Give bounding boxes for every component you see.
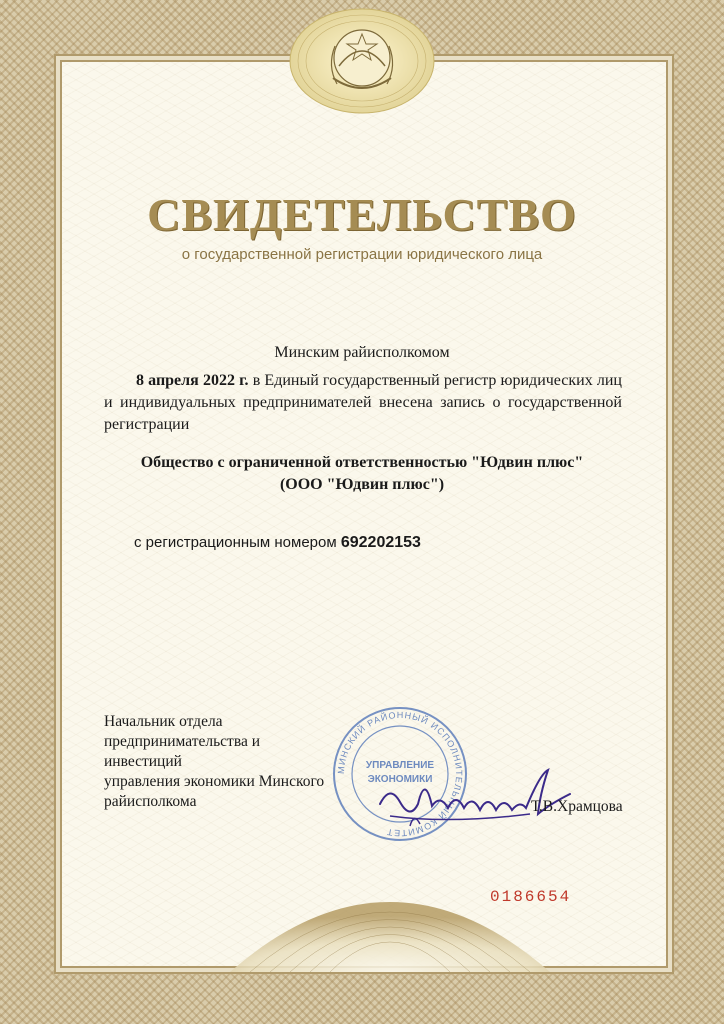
certificate-subtitle: о государственной регистрации юридического лица [181,246,543,263]
registration-number: 692202153 [340,534,421,551]
issuing-authority: Минским райисполкомом [274,344,450,361]
stamp-center-text: ЭКОНОМИКИ [367,774,433,785]
position-line: инвестиций [104,753,182,770]
guilloche-rosette-icon [230,852,550,972]
certificate-title: СВИДЕТЕЛЬСТВО [147,189,577,240]
position-line: Начальник отдела [104,713,223,730]
registration-number-label: с регистрационным номером [134,534,337,551]
organization-name-block [0,452,724,496]
signer-name: Т.В.Храмцова [531,798,623,815]
position-line: райисполкома [104,793,197,810]
stamp-center-text: УПРАВЛЕНИЕ [365,760,435,771]
state-emblem-icon [287,6,437,116]
stamp-outer-text: МИНСКИЙ РАЙОННЫЙ ИСПОЛНИТЕЛЬНЫЙ КОМИТЕТ [335,709,465,839]
registration-paragraph: в Единый государственный регистр юридических лиц и индивидуальных предпринимателей внесена запись о государственной регистрации [104,372,622,433]
position-line: предпринимательства и [104,733,260,750]
serial-number: 0186654 [490,888,572,906]
organization-full-name: Общество с ограниченной ответственностью "Юдвин плюс" [140,454,584,471]
organization-short-name: (ООО "Юдвин плюс") [279,476,445,493]
registration-number-line [134,534,421,552]
registration-date: 8 апреля 2022 г. [136,372,249,389]
registration-statement [104,370,622,436]
position-line: управления экономики Минского [104,773,325,790]
